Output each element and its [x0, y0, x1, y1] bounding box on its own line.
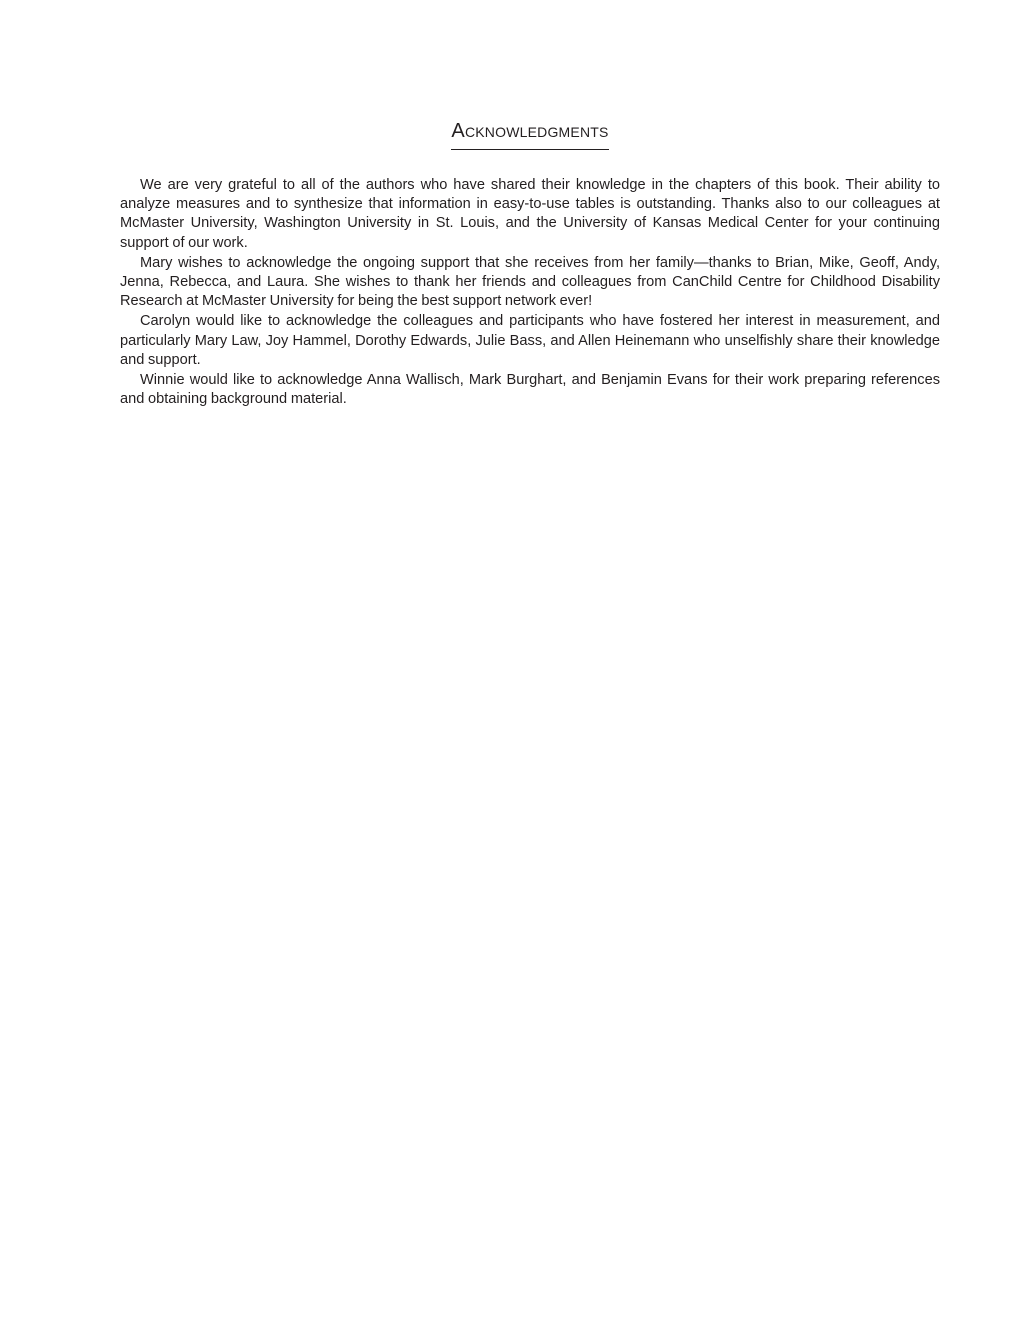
heading-container — [120, 114, 940, 150]
acknowledgments-body — [120, 176, 940, 409]
paragraph-authors: We are very grateful to all of the authors who have shared their knowledge in the chapters of this book. Their ability to analyze measures and to synthesize that information in easy-to-use tables is outstanding. Thanks also to our colleagues at McMaster University, Washington University in St. Louis, and the University of Kansas Medical Center for your continuing support of our work. — [120, 177, 940, 251]
paragraph-carolyn: Carolyn would like to acknowledge the colleagues and participants who have fostered her interest in measurement, and particularly Mary Law, Joy Hammel, Dorothy Edwards, Julie Bass, and Allen Heinemann who unselfishly share their knowledge and support. — [120, 313, 940, 368]
paragraph-winnie: Winnie would like to acknowledge Anna Wallisch, Mark Burghart, and Benjamin Evans for their work preparing references and obtaining background material. — [120, 372, 940, 408]
page-title: Acknowledgments — [451, 114, 608, 150]
paragraph-mary: Mary wishes to acknowledge the ongoing support that she receives from her family—thanks to Brian, Mike, Geoff, Andy, Jenna, Rebecca, and Laura. She wishes to thank her friends and colleagues from CanChild Centre for Childhood Disability Research at McMaster University for being the best support network ever! — [120, 254, 940, 310]
page — [120, 0, 940, 410]
